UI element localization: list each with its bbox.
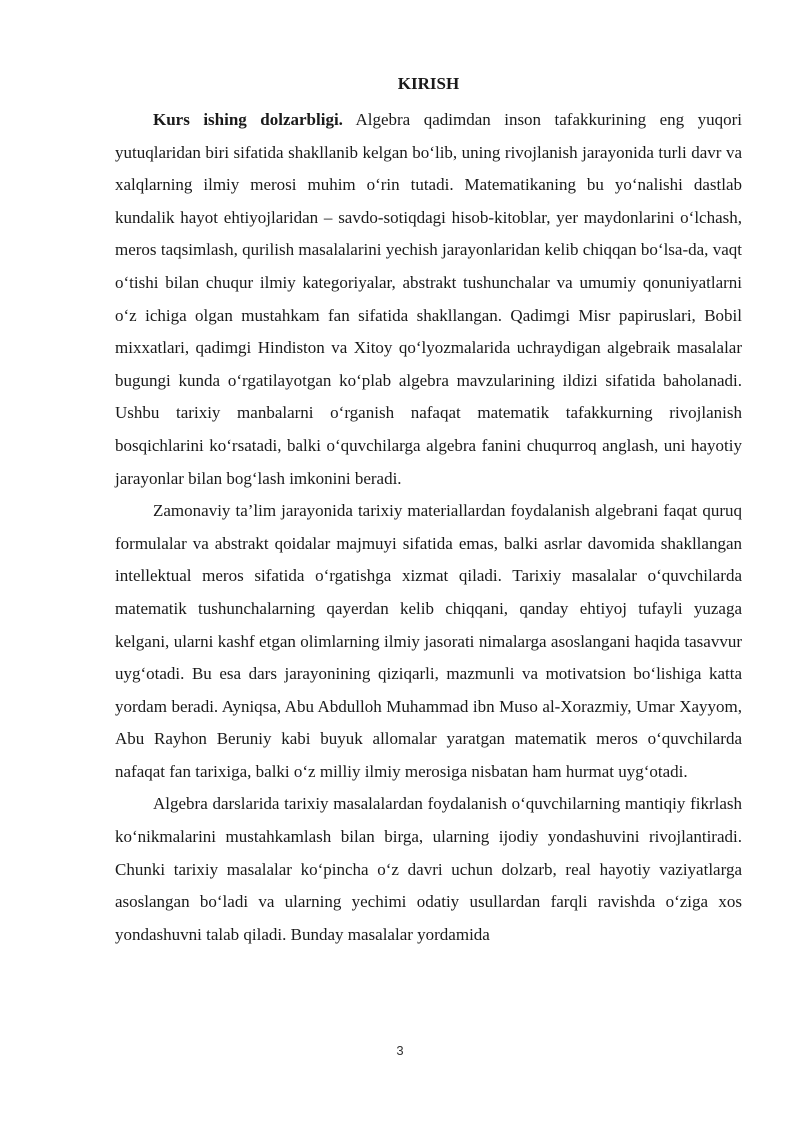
paragraph-lead: Kurs ishing dolzarbligi.	[153, 110, 343, 129]
paragraph-3	[115, 788, 742, 951]
paragraph-1	[115, 104, 742, 495]
paragraph-2	[115, 495, 742, 788]
document-page	[115, 72, 742, 951]
paragraph-text: Algebra qadimdan inson tafakkurining eng yuqori yutuqlaridan biri sifatida shakllanib kelgan bo‘lib, uning rivojlanish jarayonida turli davr va xalqlarning ilmiy merosi muhim o‘rin tutadi. Matematikaning bu yo‘nalishi dastlab kundalik hayot ehtiyojlaridan – savdo-sotiqdagi hisob-kitoblar, yer maydonlarini o‘lchash, meros taqsimlash, qurilish masalalarini yechish jarayonlaridan kelib chiqqan bo‘lsa-da, vaqt o‘tishi bilan chuqur ilmiy kategoriyalar, abstrakt tushunchalar va umumiy qonuniyatlarni o‘z ichiga olgan mustahkam fan sifatida shakllangan. Qadimgi Misr papiruslari, Bobil mixxatlari, qadimgi Hindiston va Xitoy qo‘lyozmalarida uchraydigan algebraik masalalar bugungi kunda o‘rgatilayotgan ko‘plab algebra mavzularining ildizi sifatida baholanadi. Ushbu tarixiy manbalarni o‘rganish nafaqat matematik tafakkurning rivojlanish bosqichlarini ko‘rsatadi, balki o‘quvchilarga algebra fanini chuqurroq anglash, uni hayotiy jarayonlar bilan bog‘lash imkonini beradi.	[115, 110, 743, 488]
paragraph-text: Algebra darslarida tarixiy masalalardan foydalanish o‘quvchilarning mantiqiy fikrlash ko‘nikmalarini mustahkamlash bilan birga, ularning ijodiy yondashuvini rivojlantiradi. Chunki tarixiy masalalar ko‘pincha o‘z davri uchun dolzarb, real hayotiy vaziyatlarga asoslangan bo‘ladi va ularning yechimi odatiy usullardan farqli ravishda o‘ziga xos yondashuvni talab qiladi. Bunday masalalar yordamida	[115, 794, 742, 944]
section-heading: KIRISH	[397, 74, 460, 93]
paragraph-text: Zamonaviy ta’lim jarayonida tarixiy materiallardan foydalanish algebrani faqat quruq formulalar va abstrakt qoidalar majmuyi sifatida emas, balki asrlar davomida shakllangan intellektual meros sifatida o‘rgatishga xizmat qiladi. Tarixiy masalalar o‘quvchilarda matematik tushunchalarning qayerdan kelib chiqqani, qanday ehtiyoj tufayli yuzaga kelgani, ularni kashf etgan olimlarning ilmiy jasorati nimalarga asoslangani haqida tasavvur uyg‘otadi. Bu esa dars jarayonining qiziqarli, mazmunli va motivatsion bo‘lishiga katta yordam beradi. Ayniqsa, Abu Abdulloh Muhammad ibn Muso al-Xorazmiy, Umar Xayyom, Abu Rayhon Beruniy kabi buyuk allomalar yaratgan matematik meros o‘quvchilarda nafaqat fan tarixiga, balki o‘z milliy ilmiy merosiga nisbatan ham hurmat uyg‘otadi.	[115, 501, 742, 781]
page-number: 3	[396, 1043, 404, 1058]
